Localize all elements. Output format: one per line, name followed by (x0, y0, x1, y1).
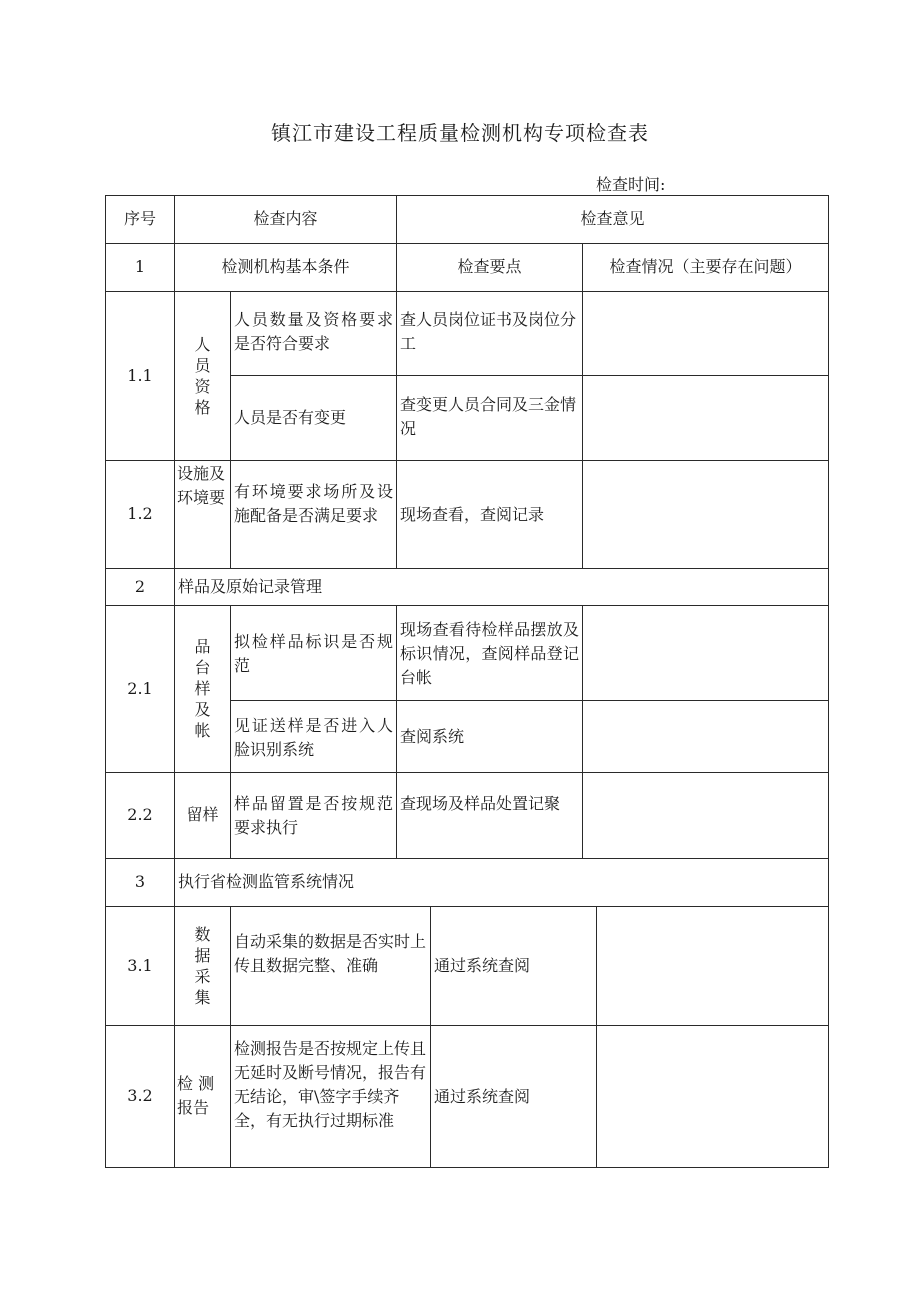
check-content: 见证送样是否进入人脸识别系统 (234, 716, 393, 759)
section-number: 1 (134, 257, 146, 276)
check-point: 查现场及样品处置记聚 (400, 794, 561, 813)
table-rule (596, 906, 597, 1167)
check-point: 查阅系统 (400, 726, 465, 746)
section-number: 3 (134, 872, 146, 891)
row-number: 2.2 (127, 805, 153, 824)
check-content: 人员是否有变更 (234, 408, 347, 427)
situation-header: 检查情况（主要存在问题） (609, 257, 802, 276)
points-header: 检查要点 (457, 257, 522, 276)
row-category: 检 测报告 (177, 1074, 215, 1117)
check-point: 通过系统查阅 (434, 956, 531, 975)
check-content: 检测报告是否按规定上传且无延时及断号情况，报告有无结论，审\签字手续齐全，有无执行过期标准 (234, 1039, 427, 1130)
check-point: 现场查看，查阅记录 (400, 504, 545, 524)
table-border-bottom (105, 1167, 829, 1168)
header-opinion: 检查意见 (580, 209, 645, 228)
table-rule (582, 291, 583, 568)
row-category: 品台样及帐 (194, 637, 211, 740)
row-category: 人员资格 (194, 334, 211, 417)
check-point: 现场查看待检样品摆放及标识情况，查阅样品登记台帐 (400, 620, 579, 687)
row-number: 1.2 (127, 504, 153, 523)
row-number: 3.2 (127, 1086, 153, 1105)
check-content: 人员数量及资格要求是否符合要求 (234, 310, 393, 353)
row-number: 2.1 (127, 678, 153, 698)
inspection-time-label: 检查时间: (596, 175, 666, 194)
check-point: 查人员岗位证书及岗位分工 (400, 310, 577, 353)
category-cell (175, 291, 230, 460)
row-number: 3.1 (127, 955, 153, 975)
row-number: 1.1 (127, 365, 153, 385)
category-cell (175, 906, 230, 1025)
row-category: 设施及环境要 (177, 464, 226, 507)
section-title: 执行省检测监管系统情况 (178, 872, 355, 891)
row-category: 数据采集 (194, 924, 211, 1007)
section-title: 检测机构基本条件 (221, 257, 350, 276)
header-seq: 序号 (123, 209, 156, 228)
document-title: 镇江市建设工程质量检测机构专项检查表 (271, 121, 649, 145)
row-category: 留样 (186, 805, 219, 824)
check-content: 有环境要求场所及设施配备是否满足要求 (234, 482, 393, 525)
check-content: 样品留置是否按规范要求执行 (234, 794, 393, 837)
check-point: 查变更人员合同及三金情况 (400, 395, 577, 438)
section-title: 样品及原始记录管理 (178, 576, 323, 596)
check-content: 自动采集的数据是否实时上传且数据完整、准确 (234, 932, 427, 975)
check-content: 拟检样品标识是否规范 (234, 632, 393, 675)
check-point: 通过系统查阅 (434, 1086, 531, 1106)
table-border-right (828, 195, 829, 1168)
section-number: 2 (134, 576, 146, 596)
category-cell (175, 605, 230, 772)
header-content: 检查内容 (253, 209, 318, 228)
table-rule (582, 605, 583, 858)
